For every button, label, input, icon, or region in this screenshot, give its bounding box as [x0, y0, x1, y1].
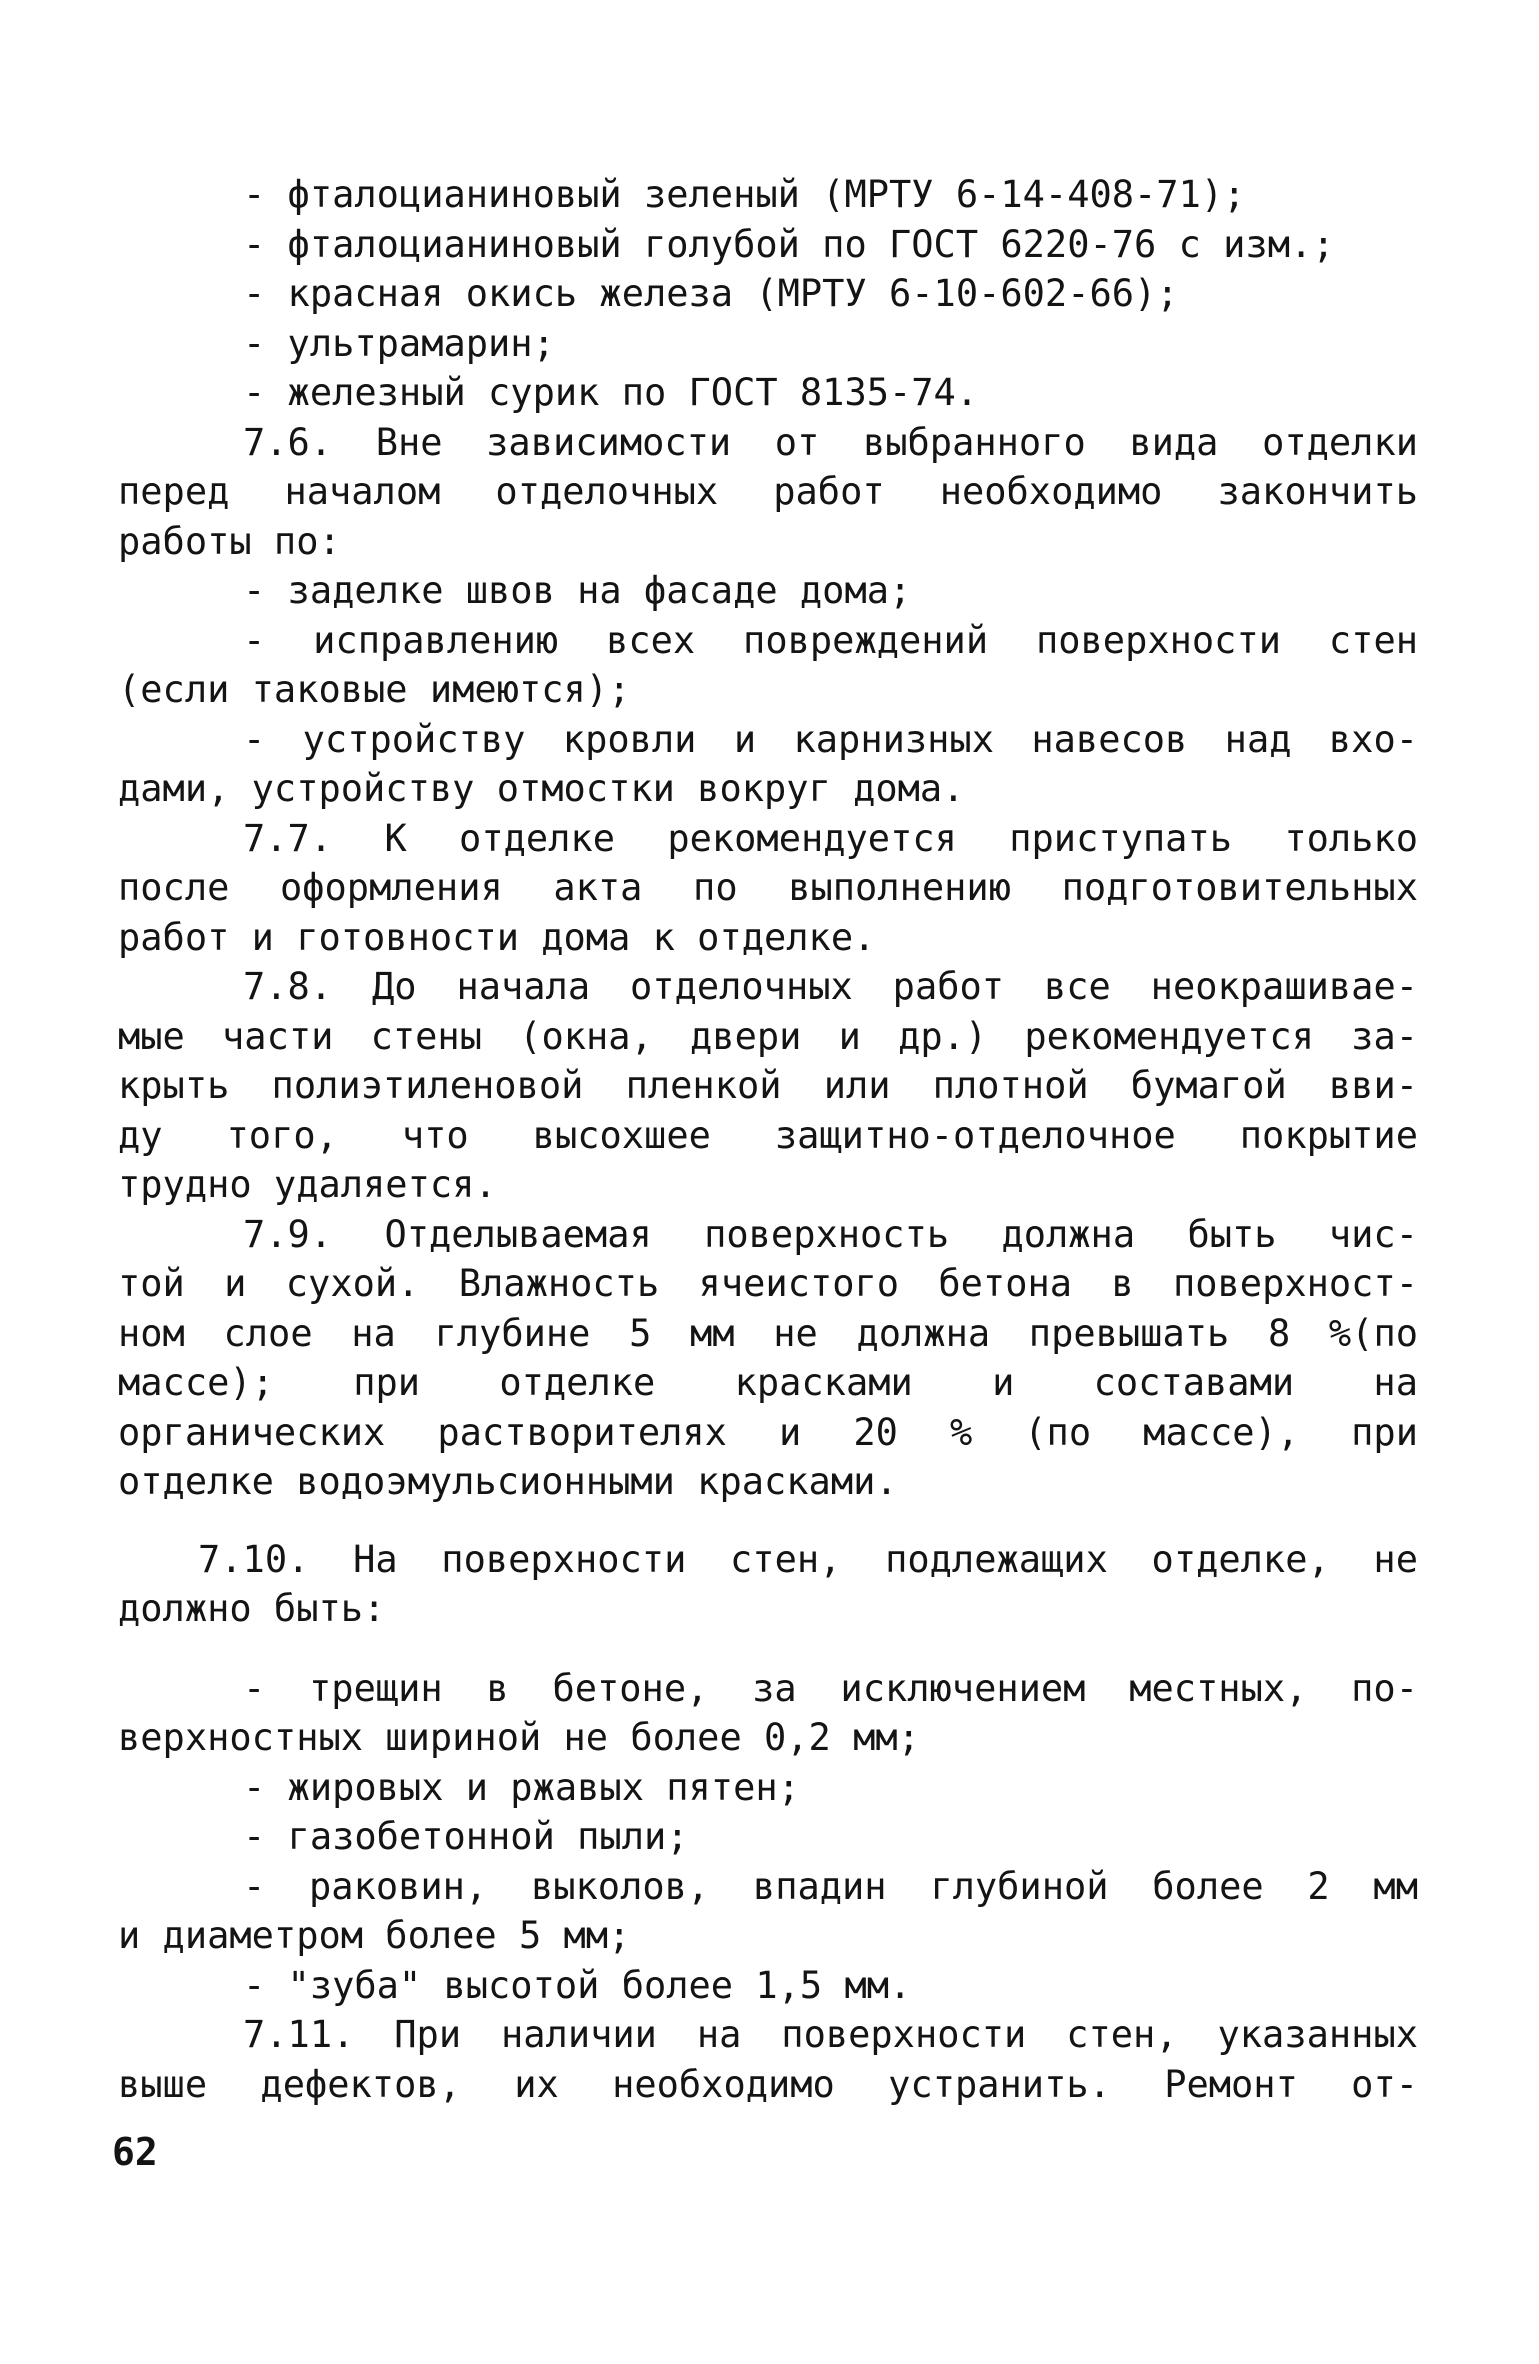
- text-line: мые части стены (окна, двери и др.) рекомендуется за-: [118, 1014, 1418, 1058]
- text-line: - фталоцианиновый голубой по ГОСТ 6220-76 с изм.;: [243, 222, 1335, 266]
- text-line: - красная окись железа (МРТУ 6-10-602-66);: [243, 272, 1179, 315]
- text-line: 7.7. К отделке рекомендуется приступать только: [243, 816, 1418, 860]
- text-line: ду того, что высохшее защитно-отделочное покрытие: [118, 1113, 1418, 1157]
- text-line: должно быть:: [118, 1587, 386, 1630]
- text-line: - газобетонной пыли;: [243, 1815, 689, 1858]
- text-line: - раковин, выколов, впадин глубиной более 2 мм: [243, 1864, 1418, 1908]
- text-line: работы по:: [118, 519, 341, 563]
- text-line: 7.9. Отделываемая поверхность должна быть чис-: [243, 1212, 1418, 1256]
- text-line: 7.6. Вне зависимости от выбранного вида отделки: [243, 420, 1418, 464]
- text-line: трудно удаляется.: [118, 1163, 497, 1206]
- text-line: - "зуба" высотой более 1,5 мм.: [243, 1963, 912, 2007]
- text-line: перед началом отделочных работ необходимо закончить: [118, 470, 1418, 513]
- text-line: - устройству кровли и карнизных навесов над вхо-: [243, 717, 1418, 761]
- text-line: дами, устройству отмостки вокруг дома.: [118, 767, 965, 810]
- text-line: и диаметром более 5 мм;: [118, 1914, 631, 1957]
- text-line: 7.11. При наличии на поверхности стен, указанных: [243, 2013, 1418, 2056]
- page-number: 62: [112, 2130, 158, 2174]
- paragraph-gap: [118, 1634, 1418, 1664]
- text-line: 7.8. До начала отделочных работ все неокрашивае-: [243, 965, 1418, 1008]
- text-line: массе); при отделке красками и составами на: [118, 1361, 1418, 1404]
- text-line: - исправлению всех повреждений поверхности стен: [243, 618, 1418, 662]
- text-line: - заделке швов на фасаде дома;: [243, 569, 912, 612]
- text-line: (если таковые имеются);: [118, 668, 631, 711]
- text-line: той и сухой. Влажность ячеистого бетона в поверхност-: [118, 1262, 1418, 1305]
- document-body: [118, 170, 1418, 2109]
- text-line: после оформления акта по выполнению подготовительных: [118, 866, 1418, 909]
- text-line: органических растворителях и 20 % (по массе), при: [118, 1410, 1418, 1454]
- paragraph-gap: [118, 1507, 1418, 1535]
- text-line: крыть полиэтиленовой пленкой или плотной бумагой вви-: [118, 1064, 1418, 1107]
- text-line: 7.10. На поверхности стен, подлежащих отделке, не: [198, 1537, 1418, 1581]
- text-line: выше дефектов, их необходимо устранить. Ремонт от-: [118, 2062, 1418, 2106]
- text-line: ном слое на глубине 5 мм не должна превышать 8 %(по: [118, 1311, 1418, 1355]
- text-line: - жировых и ржавых пятен;: [243, 1765, 800, 1809]
- text-line: отделке водоэмульсионными красками.: [118, 1460, 898, 1503]
- text-line: - железный сурик по ГОСТ 8135-74.: [243, 371, 979, 414]
- text-line: верхностных шириной не более 0,2 мм;: [118, 1716, 920, 1759]
- text-line: работ и готовности дома к отделке.: [118, 915, 876, 959]
- text-line: - трещин в бетоне, за исключением местных, по-: [243, 1666, 1418, 1710]
- text-line: - ультрамарин;: [243, 321, 555, 365]
- text-line: - фталоцианиновый зеленый (МРТУ 6-14-408-71);: [243, 173, 1246, 216]
